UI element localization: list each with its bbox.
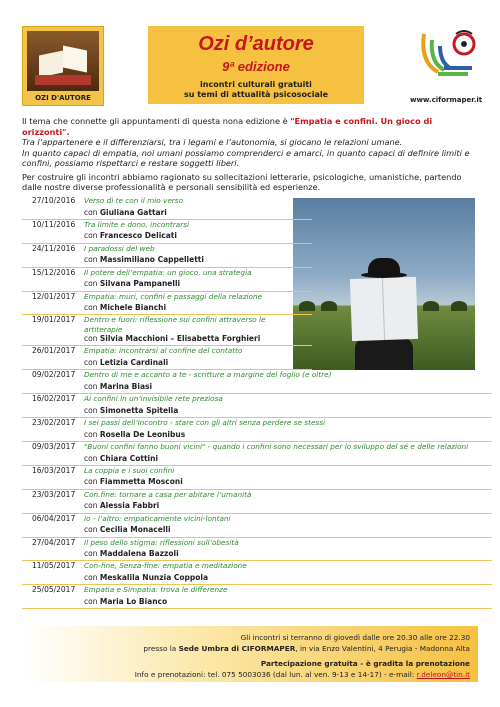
event-row [22, 418, 492, 442]
event-row [22, 292, 492, 316]
event-speaker: con Maddalena Bazzoli [84, 549, 179, 559]
event-speaker: con Marina Biasi [84, 381, 153, 391]
event-topic: Empatia: incontrarsi al confine del contatto [84, 346, 243, 356]
event-date: 16/03/2017 [32, 465, 76, 475]
event-date: 27/04/2017 [32, 537, 76, 547]
event-date: 25/05/2017 [32, 585, 76, 595]
event-topic: Il peso dello stigma: riflessioni sull’obesità [84, 537, 239, 547]
intro-section [22, 116, 482, 193]
event-topic: Con.fine: tornare a casa per abitare l’umanità [84, 489, 252, 499]
ciformaper-logo-icon [416, 26, 480, 82]
event-date: 15/12/2016 [32, 267, 76, 277]
event-row [22, 370, 492, 394]
event-date: 06/04/2017 [32, 513, 76, 523]
footer-schedule: Gli incontri si terranno di giovedì dalle ore 20.30 alle ore 22.30 [240, 633, 470, 642]
event-topic: Dentro e fuori: riflessione sui confini attraverso le [84, 315, 266, 325]
event-date: 24/11/2016 [32, 243, 76, 253]
event-row [22, 268, 492, 292]
event-date: 23/02/2017 [32, 418, 76, 428]
event-topic-cont: artiterapie [84, 324, 123, 334]
footer-participation: Partecipazione gratuita - è gradita la prenotazione [260, 659, 470, 668]
ozi-autore-logo [22, 26, 104, 106]
event-row [22, 585, 492, 609]
event-topic: Io - l’altro: empaticamente vicini-lontani [84, 513, 231, 523]
event-date: 11/05/2017 [32, 561, 76, 571]
event-speaker: con Chiara Cottini [84, 453, 159, 463]
banner-subtitle: incontri culturali gratuiti su temi di attualità psicosociale [183, 80, 329, 99]
event-topic: Con-fine, Senza-fine: empatia e meditazione [84, 561, 247, 571]
event-topic: I paradossi del web [84, 243, 155, 253]
event-topic: Empatia e Simpatia: trova le differenze [84, 585, 228, 595]
event-topic: Ai confini in un’invisibile rete preziosa [84, 394, 223, 404]
intro-italic-1: Tra l’appartenere e il differenziarsi, tra i legami e l’autonomia, si giocano le relazioni umane. [22, 137, 403, 147]
event-topic: I sei passi dell’incontro - stare con gli altri senza perdere se stessi [84, 418, 326, 428]
event-row [22, 561, 492, 585]
website-url[interactable]: www.ciformaper.it [410, 96, 483, 104]
intro-italic-2: In quanto capaci di empatia, noi umani possiamo comprenderci e amarci, in quanto capaci di definire limiti e confini, possiamo rispettarci e restare soggetti liberi. [22, 147, 470, 168]
event-row [22, 346, 492, 370]
open-book-image [27, 31, 99, 91]
event-row [22, 490, 492, 514]
event-topic: Tra limite e dono, incontrarsi [84, 219, 190, 229]
title-banner [148, 26, 364, 104]
intro-paragraph: Per costruire gli incontri abbiamo ragionato su sollecitazioni letterarie, psicologiche, umanistiche, partendo dalle nostre diverse professionalità e personali sensibilità ed esperienze. [22, 171, 462, 192]
event-topic: Il potere dell’empatia: un gioco, una strategia [84, 267, 252, 277]
event-row [22, 514, 492, 538]
event-date: 16/02/2017 [32, 394, 76, 404]
event-speaker: con Rosella De Leonibus [84, 429, 186, 439]
event-speaker: con Francesco Delicati [84, 231, 177, 241]
event-speaker: con Maria Lo Bianco [84, 596, 168, 606]
event-row [22, 244, 492, 268]
event-date: 26/01/2017 [32, 346, 76, 356]
event-row [22, 538, 492, 562]
event-date: 09/02/2017 [32, 370, 76, 380]
email-link[interactable]: r.deleon@tin.it [416, 670, 470, 679]
event-row [22, 220, 492, 244]
event-row [22, 466, 492, 490]
event-date: 12/01/2017 [32, 291, 76, 301]
footer-contacts: Info e prenotazioni: tel. 075 5003036 (dal lun. al ven. 9-13 e 14-17) - e-mail: r.deleon@tin.it [134, 670, 470, 679]
event-date: 09/03/2017 [32, 442, 76, 452]
event-speaker: con Giuliana Gattari [84, 207, 167, 217]
logo-label: OZI D'AUTORE [35, 94, 91, 102]
edition-label: 9ª edizione [222, 59, 290, 74]
event-speaker: con Alessia Fabbri [84, 501, 160, 511]
event-speaker: con Michele Bianchi [84, 303, 167, 313]
event-speaker: con Meskalila Nunzia Coppola [84, 572, 209, 582]
event-speaker: con Silvia Macchioni – Elisabetta Forghieri [84, 334, 261, 344]
events-list [22, 196, 492, 609]
theme-line: Il tema che connette gli appuntamenti di questa nona edizione è "Empatia e confini. Un gioco di orizzonti". [22, 116, 433, 137]
event-speaker: con Silvana Pampanelli [84, 279, 181, 289]
event-row [22, 315, 492, 346]
event-topic: Empatia: muri, confini e passaggi della relazione [84, 291, 263, 301]
event-row [22, 442, 492, 466]
event-topic: Verso di te con il mio verso [84, 196, 184, 205]
event-topic: La coppia e i suoi confini [84, 465, 175, 475]
page-title: Ozi d’autore [198, 33, 314, 55]
event-date: 19/01/2017 [32, 315, 76, 325]
event-speaker: con Letizia Cardinali [84, 357, 169, 367]
event-speaker: con Massimiliano Cappelletti [84, 255, 204, 265]
footer-venue: presso la Sede Umbra di CIFORMAPER, in via Enzo Valentini, 4 Perugia - Madonna Alta [143, 644, 470, 653]
theme-title: "Empatia e confini. Un gioco di orizzonti". [22, 116, 433, 137]
event-date: 10/11/2016 [32, 219, 76, 229]
event-speaker: con Fiammetta Mosconi [84, 477, 183, 487]
event-topic: Dentro di me e accanto a te - scritture a margine del foglio (e oltre) [84, 370, 332, 380]
event-row [22, 196, 492, 220]
event-speaker: con Simonetta Spitella [84, 405, 179, 415]
event-date: 27/10/2016 [32, 196, 76, 205]
event-speaker: con Cecilia Monacelli [84, 525, 171, 535]
event-date: 23/03/2017 [32, 489, 76, 499]
event-topic: "Buoni confini fanno buoni vicini" - quando i confini sono necessari per lo sviluppo del sé e delle relazioni [84, 442, 469, 452]
event-row [22, 394, 492, 418]
footer-info [22, 626, 478, 682]
